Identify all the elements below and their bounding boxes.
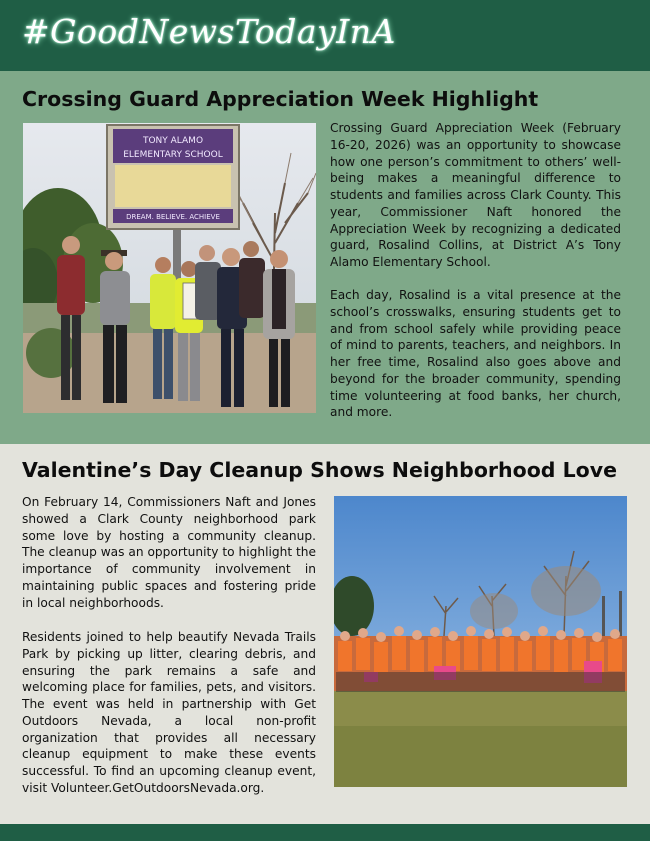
hashtag-title: #GoodNewsTodayInA	[22, 12, 396, 51]
sign-line-1: TONY ALAMO	[142, 136, 204, 146]
cleanup-paragraph-2: Residents joined to help beautify Nevada Trails Park by picking up litter, clearing debris, and ensuring the park remains a safe and welcoming place for families, pets, and visitors. The event was held in partnership with Get Outdoors Nevada, a local non-profit organization that provides all necessary cleanup equipment to make these events successful. To find an upcoming cleanup event, visit Volunteer.GetOutdoorsNevada.org.	[22, 630, 316, 795]
footer-bar	[0, 824, 650, 841]
crossing-guard-section	[0, 71, 650, 444]
cleanup-group-photo	[334, 496, 627, 787]
valentines-cleanup-title: Valentine’s Day Cleanup Shows Neighborhood Love	[22, 458, 618, 482]
crossing-guard-photo	[23, 123, 316, 413]
crossing-guard-paragraph-1: Crossing Guard Appreciation Week (February 16-20, 2026) was an opportunity to showcase how one person’s commitment to others’ well-being makes a meaningful difference to students and families across Clark County. This year, Commissioner Naft honored the Appreciation Week by recognizing a dedicated guard, Rosalind Collins, at District A’s Tony Alamo Elementary School.	[330, 121, 621, 269]
crossing-guard-paragraph-2: Each day, Rosalind is a vital presence at the school’s crosswalks, ensuring students get to and from school safely while providing peace of mind to parents, teachers, and neighbors. In her free time, Rosalind also goes above and beyond for the broader community, spending time volunteering at food banks, her church, and more.	[330, 288, 621, 420]
newsletter-header	[0, 0, 650, 71]
cleanup-paragraph-1: On February 14, Commissioners Naft and Jones showed a Clark County neighborhood park some love by hosting a community cleanup. The cleanup was an opportunity to highlight the importance of community involvement in maintaining public spaces and fostering pride in local neighborhoods.	[22, 495, 316, 610]
crossing-guard-title: Crossing Guard Appreciation Week Highlight	[22, 87, 539, 111]
sign-line-2: ELEMENTARY SCHOOL	[123, 150, 223, 160]
sign-motto: DREAM. BELIEVE. ACHIEVE	[126, 213, 220, 221]
valentines-cleanup-section	[0, 444, 650, 824]
